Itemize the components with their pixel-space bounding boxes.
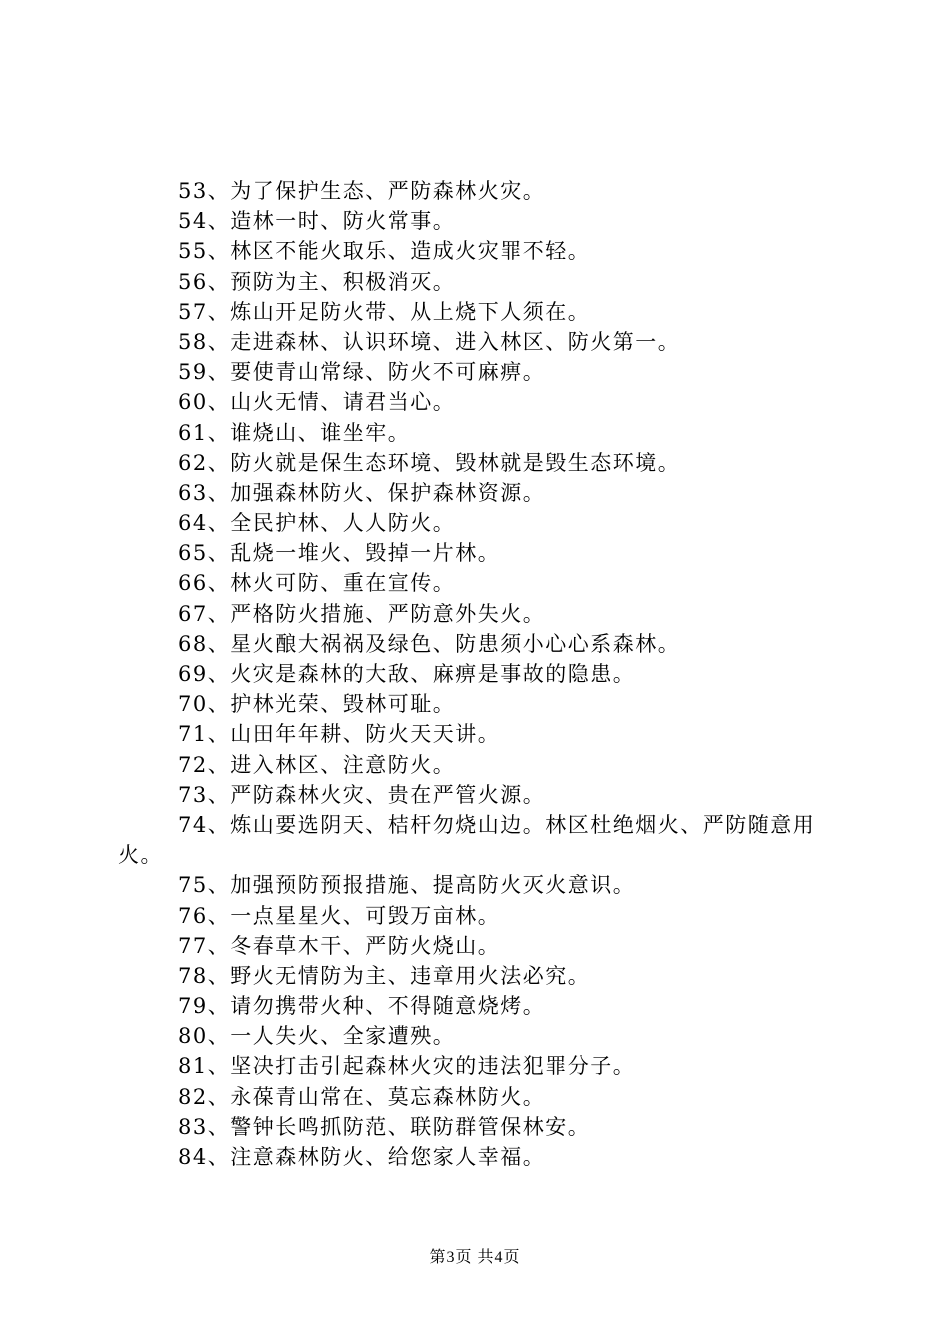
slogan-line-70: 70、护林光荣、毁林可耻。 [178,692,456,717]
slogan-line-65: 65、乱烧一堆火、毁掉一片林。 [178,541,501,566]
slogan-line-83: 83、警钟长鸣抓防范、联防群管保林安。 [178,1114,591,1139]
slogan-line-56: 56、预防为主、积极消灭。 [178,269,456,294]
slogan-line-54: 54、造林一时、防火常事。 [178,209,456,234]
slogan-line-67: 67、严格防火措施、严防意外失火。 [178,601,546,626]
slogan-line-84: 84、注意森林防火、给您家人幸福。 [178,1145,546,1170]
slogan-line-60: 60、山火无情、请君当心。 [178,390,456,415]
slogan-line-66: 66、林火可防、重在宣传。 [178,571,456,596]
slogan-line-61: 61、谁烧山、谁坐牢。 [178,420,411,445]
slogan-line-57: 57、炼山开足防火带、从上烧下人须在。 [178,299,591,324]
slogan-line-74: 74、炼山要选阴天、桔杆勿烧山边。林区杜绝烟火、严防随意用火。 [118,812,816,868]
slogan-line-80: 80、一人失火、全家遭殃。 [178,1024,456,1049]
slogan-line-64: 64、全民护林、人人防火。 [178,511,456,536]
slogan-line-78: 78、野火无情防为主、违章用火法必究。 [178,963,591,988]
slogan-list [118,176,838,1172]
slogan-line-81: 81、坚决打击引起森林火灾的违法犯罪分子。 [178,1054,636,1079]
slogan-line-53: 53、为了保护生态、严防森林火灾。 [178,179,546,203]
slogan-line-71: 71、山田年年耕、防火天天讲。 [178,722,501,747]
slogan-line-76: 76、一点星星火、可毁万亩林。 [178,903,501,928]
slogan-line-63: 63、加强森林防火、保护森林资源。 [178,480,546,505]
slogan-line-79: 79、请勿携带火种、不得随意烧烤。 [178,994,546,1019]
slogan-line-69: 69、火灾是森林的大敌、麻痹是事故的隐患。 [178,662,636,686]
slogan-line-75: 75、加强预防预报措施、提高防火灭火意识。 [178,873,636,898]
slogan-line-55: 55、林区不能火取乐、造成火灾罪不轻。 [178,239,591,264]
slogan-line-62: 62、防火就是保生态环境、毁林就是毁生态环境。 [178,450,681,475]
slogan-line-68: 68、星火酿大祸祸及绿色、防患须小心心系森林。 [178,631,681,656]
slogan-line-72: 72、进入林区、注意防火。 [178,752,456,777]
slogan-line-59: 59、要使青山常绿、防火不可麻痹。 [178,360,546,385]
slogan-line-58: 58、走进森林、认识环境、进入林区、防火第一。 [178,329,681,354]
page-number-footer: 第3页 共4页 [429,1249,521,1266]
slogan-line-82: 82、永葆青山常在、莫忘森林防火。 [178,1084,546,1109]
slogan-line-77: 77、冬春草木干、严防火烧山。 [178,933,501,958]
slogan-line-73: 73、严防森林火灾、贵在严管火源。 [178,782,546,807]
